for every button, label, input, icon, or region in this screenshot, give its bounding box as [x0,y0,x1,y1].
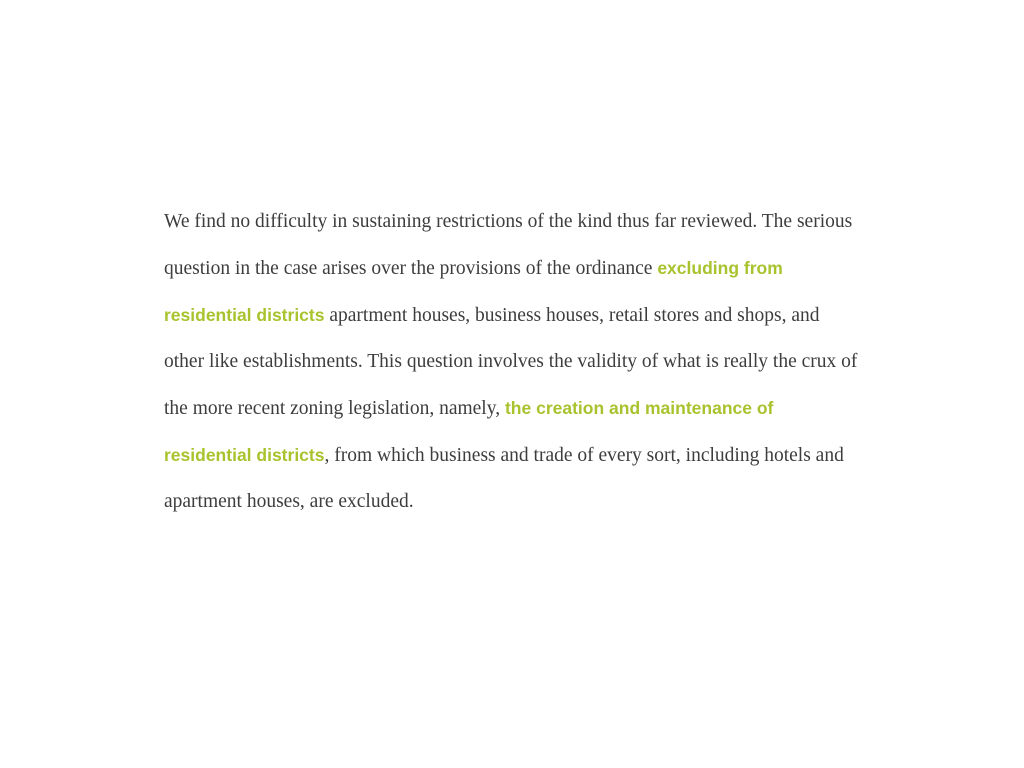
highlight-creation-and-maintenance: the creation and maintenance of residential districts [164,398,774,465]
highlight-excluding-from-residential-districts: excluding from residential districts [164,258,783,325]
quote-text-part-3: , from which business and trade of every sort, including hotels and apartment houses, are excluded. [164,445,844,512]
quote-text-part-1: We find no difficulty in sustaining restrictions of the kind thus far reviewed. The serious question in the case arises over the provisions of the ordinance [164,211,853,279]
quote-paragraph [164,199,864,525]
quote-text-part-2: apartment houses, business houses, retail stores and shops, and other like establishments. This question involves the validity of what is really the crux of the more recent zoning legislation, namely, [164,305,858,419]
